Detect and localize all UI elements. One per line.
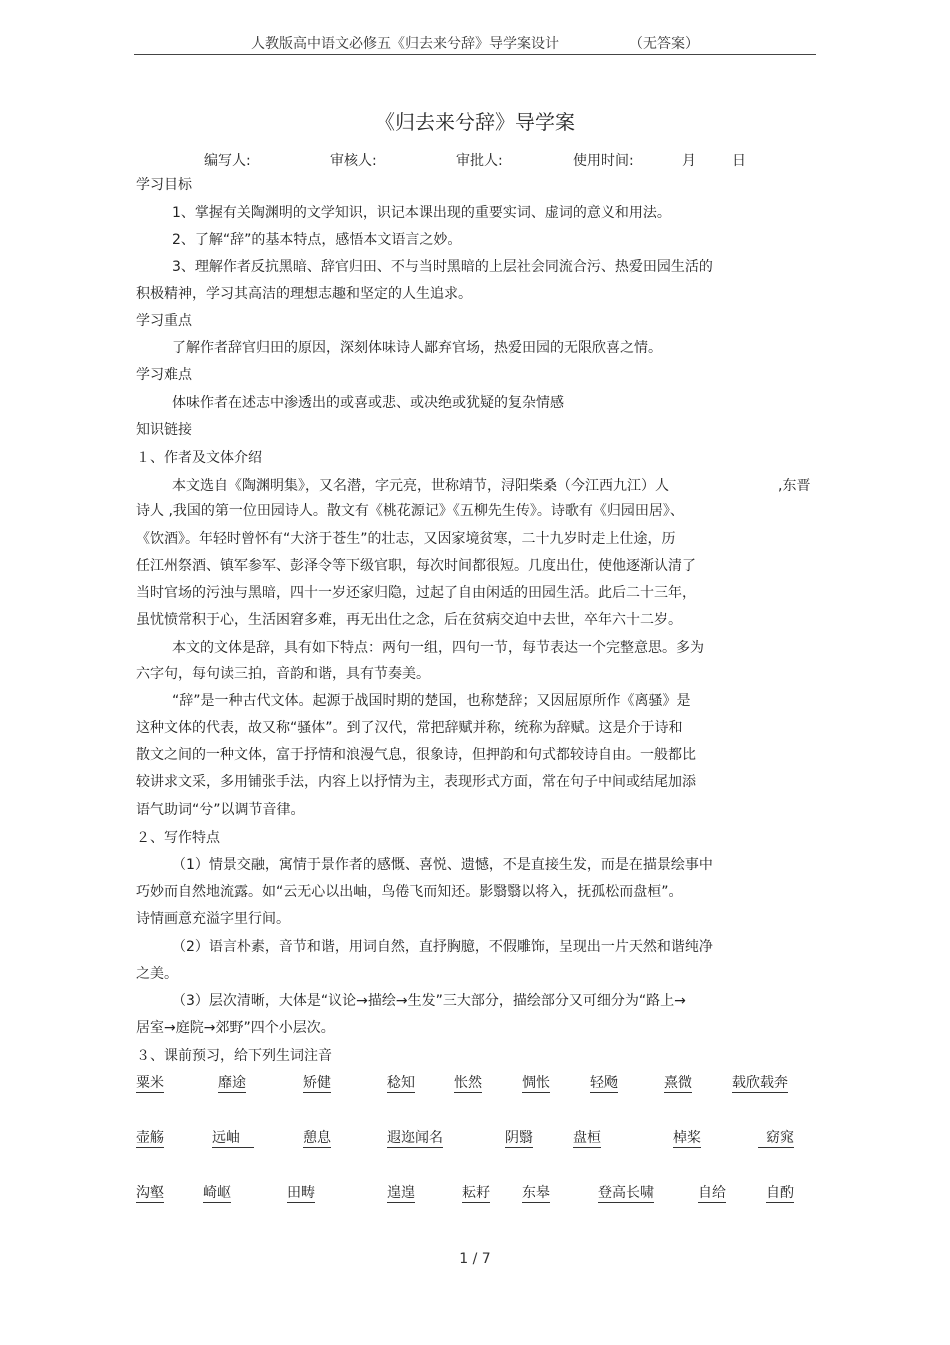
meta-reviewer: 审核人: [330, 153, 377, 169]
header-rule [134, 54, 816, 55]
writing-1-line-2: 巧妙而自然地流露。如“云无心以出岫，鸟倦飞而知还。影翳翳以将入，抚孤松而盘桓”。 [136, 884, 683, 900]
author-para-line-1: 本文选自《陶渊明集》，又名潜，字元亮，世称靖节，浔阳柴桑（今江西九江）人 [172, 478, 669, 494]
vocab-word: 靡途 [218, 1075, 246, 1091]
ci-para-line-5: 语气助词“兮”以调节音律。 [136, 802, 305, 818]
vocab-word: 稔知 [387, 1075, 415, 1091]
preview-heading: ３、课前预习，给下列生词注音 [136, 1048, 332, 1064]
style-para-line-2: 六字句，每句读三拍，音韵和谐，具有节奏美。 [136, 666, 430, 682]
vocab-word: 远岫 [212, 1129, 254, 1148]
vocab-word: 遑遑 [387, 1185, 415, 1201]
vocab-word: 粟米 [136, 1075, 164, 1091]
meta-month: 月 [682, 153, 696, 169]
difficulty-text: 体味作者在述志中渗透出的或喜或悲、或决绝或犹疑的复杂情感 [172, 395, 564, 411]
vocab-word: 沟壑 [136, 1185, 164, 1201]
writing-1-line-3: 诗情画意充溢字里行间。 [136, 911, 290, 927]
vocab-word: 憩息 [303, 1130, 331, 1146]
writing-1-line-1: （1）情景交融，寓情于景作者的感慨、喜悦、遗憾，不是直接生发，而是在描景绘事中 [172, 857, 713, 873]
header-title: 人教版高中语文必修五《归去来兮辞》导学案设计 [251, 36, 559, 52]
vocab-word: 自酌 [766, 1185, 794, 1201]
vocab-word: 怅然 [454, 1075, 482, 1091]
vocab-word: 遐迩闻名 [387, 1130, 443, 1146]
writing-3-line-2: 居室→庭院→郊野”四个小层次。 [136, 1020, 335, 1036]
vocab-word: 田畴 [287, 1185, 315, 1201]
writing-3-line-1: （3）层次清晰，大体是“议论→描绘→生发”三大部分，描绘部分又可细分为“路上→ [172, 993, 686, 1009]
header-suffix: （无答案） [629, 36, 699, 52]
vocab-word: 窈窕 [758, 1129, 794, 1148]
vocab-word: 崎岖 [203, 1185, 231, 1201]
style-para-line-1: 本文的文体是辞，具有如下特点：两句一组，四句一节，每节表达一个完整意思。多为 [172, 640, 704, 656]
vocab-word: 登高长啸 [598, 1185, 654, 1201]
goal-2: 2、了解“辞”的基本特点，感悟本文语言之妙。 [172, 232, 462, 248]
author-para-line-5: 当时官场的污浊与黑暗，四十一岁还家归隐，过起了自由闲适的田园生活。此后二十三年， [136, 585, 696, 601]
vocab-word: 阴翳 [505, 1130, 533, 1146]
vocab-word: 熹微 [664, 1075, 692, 1091]
vocab-word: 载欣载奔 [732, 1075, 788, 1091]
meta-approver: 审批人: [456, 153, 503, 169]
ci-para-line-2: 这种文体的代表，故又称“骚体”。到了汉代，常把辞赋并称，统称为辞赋。这是介于诗和 [136, 720, 683, 736]
goal-1: 1、掌握有关陶渊明的文学知识，识记本课出现的重要实词、虚词的意义和用法。 [172, 205, 671, 221]
vocab-word: 耘耔 [462, 1185, 490, 1201]
page-number: 1 / 7 [459, 1251, 491, 1267]
vocab-word: 盘桓 [573, 1130, 601, 1146]
running-header [0, 33, 950, 53]
vocab-word: 壶觞 [136, 1130, 164, 1146]
writing-heading: ２、写作特点 [136, 830, 220, 846]
goals-heading: 学习目标 [136, 177, 192, 193]
vocab-word: 东皋 [522, 1185, 550, 1201]
author-para-line-3: 《饮酒》。年轻时曾怀有“大济于苍生”的壮志，又因家境贫寒，二十九岁时走上仕途，历 [136, 531, 676, 547]
difficulty-heading: 学习难点 [136, 367, 192, 383]
goal-3-line-1: 3、理解作者反抗黑暗、辞官归田、不与当时黑暗的上层社会同流合污、热爱田园生活的 [172, 259, 713, 275]
vocab-word: 棹桨 [673, 1130, 701, 1146]
ci-para-line-4: 较讲求文采，多用铺张手法，内容上以抒情为主，表现形式方面，常在句子中间或结尾加添 [136, 774, 696, 790]
meta-author: 编写人: [204, 153, 251, 169]
ci-para-line-1: “辞”是一种古代文体。起源于战国时期的楚国，也称楚辞；又因屈原所作《离骚》是 [172, 693, 691, 709]
author-heading: １、作者及文体介绍 [136, 450, 262, 466]
focus-heading: 学习重点 [136, 313, 192, 329]
focus-text: 了解作者辞官归田的原因，深刻体味诗人鄙弃官场，热爱田园的无限欣喜之情。 [172, 340, 662, 356]
author-para-line-2: 诗人 ,我国的第一位田园诗人。散文有《桃花源记》《五柳先生传》。诗歌有《归园田居》、 [136, 503, 684, 519]
author-para-line-1-end: ,东晋 [778, 478, 811, 494]
knowledge-heading: 知识链接 [136, 422, 192, 438]
writing-2-line-1: （2）语言朴素，音节和谐，用词自然，直抒胸臆，不假雕饰，呈现出一片天然和谐纯净 [172, 939, 713, 955]
goal-3-line-2: 积极精神，学习其高洁的理想志趣和坚定的人生追求。 [136, 286, 472, 302]
vocab-word: 矫健 [303, 1075, 331, 1091]
vocab-word: 惆怅 [522, 1075, 550, 1091]
writing-2-line-2: 之美。 [136, 966, 178, 982]
ci-para-line-3: 散文之间的一种文体，富于抒情和浪漫气息，很象诗，但押韵和句式都较诗自由。一般都比 [136, 747, 696, 763]
vocab-word: 轻飏 [590, 1075, 618, 1091]
meta-day: 日 [732, 153, 746, 169]
vocab-word: 自给 [698, 1185, 726, 1201]
meta-use-time: 使用时间: [573, 153, 634, 169]
page-title: 《归去来兮辞》导学案 [375, 110, 575, 134]
author-para-line-6: 虽忧愤常积于心，生活困窘多难，再无出仕之念，后在贫病交迫中去世，卒年六十二岁。 [136, 612, 682, 628]
author-para-line-4: 任江州祭酒、镇军参军、彭泽令等下级官职，每次时间都很短。几度出仕，使他逐渐认清了 [136, 558, 696, 574]
